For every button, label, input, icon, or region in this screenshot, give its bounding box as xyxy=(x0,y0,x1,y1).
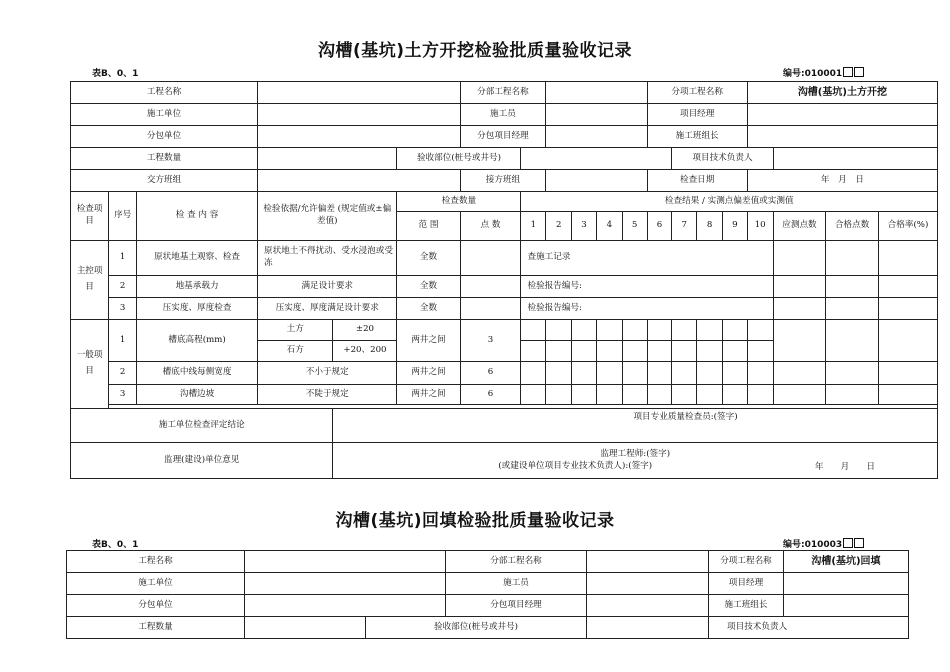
subcontract-manager-label: 分包项目经理 xyxy=(446,595,587,617)
construction-unit-value[interactable] xyxy=(258,104,461,126)
subcontract-unit-label: 分包单位 xyxy=(67,595,245,617)
subdiv-project-label: 分部工程名称 xyxy=(446,551,587,573)
form2-table-no: 表B、0、1 xyxy=(92,540,139,550)
form2-table xyxy=(66,550,909,639)
conclusion-field[interactable] xyxy=(333,409,938,443)
subcontract-unit-value[interactable] xyxy=(258,126,461,148)
main-pass[interactable] xyxy=(826,276,879,298)
general-seq: 2 xyxy=(109,362,137,385)
main-seq: 1 xyxy=(109,241,137,276)
general-content: 槽底中线每侧宽度 xyxy=(137,362,258,385)
general-points: 3 xyxy=(460,320,521,362)
general-range: 两井之间 xyxy=(397,385,460,405)
general-subval: ±20 xyxy=(333,320,397,341)
main-result[interactable]: 检验报告编号: xyxy=(521,298,773,320)
acceptance-location-value[interactable] xyxy=(521,148,672,170)
subitem-project-label: 分项工程名称 xyxy=(647,82,747,104)
general-content: 槽底高程(mm) xyxy=(137,320,258,362)
col-num-10: 10 xyxy=(747,212,773,241)
constructor-value[interactable] xyxy=(546,104,647,126)
col-num-9: 9 xyxy=(722,212,747,241)
supervision-label: 监理(建设)单位意见 xyxy=(71,443,333,479)
main-basis: 原状地土不得扰动、受水浸泡或受冻 xyxy=(258,241,397,276)
main-should[interactable] xyxy=(773,241,826,276)
main-range: 全数 xyxy=(397,298,460,320)
general-subval: +20、200 xyxy=(333,341,397,362)
inspection-date-label: 检查日期 xyxy=(647,170,747,192)
main-points[interactable] xyxy=(460,298,521,320)
general-items-label: 一般项目 xyxy=(71,320,109,409)
conclusion-label: 施工单位检查评定结论 xyxy=(71,409,333,443)
main-pass[interactable] xyxy=(826,241,879,276)
project-name-label: 工程名称 xyxy=(67,551,245,573)
form1-table xyxy=(70,81,938,479)
col-num-1: 1 xyxy=(521,212,546,241)
general-seq: 3 xyxy=(109,385,137,405)
project-name-value[interactable] xyxy=(245,551,446,573)
main-basis: 压实度、厚度满足设计要求 xyxy=(258,298,397,320)
col-seq: 序号 xyxy=(109,192,137,241)
project-name-value[interactable] xyxy=(258,82,461,104)
subcontract-unit-label: 分包单位 xyxy=(71,126,258,148)
subitem-project-label: 分项工程名称 xyxy=(709,551,784,573)
col-num-6: 6 xyxy=(647,212,672,241)
col-basis: 检验依据/允许偏差 (规定值或±偏差值) xyxy=(258,192,397,241)
subdiv-project-value[interactable] xyxy=(587,551,709,573)
main-range: 全数 xyxy=(397,241,460,276)
main-should[interactable] xyxy=(773,298,826,320)
subitem-project-value: 沟槽(基坑)回填 xyxy=(784,551,909,573)
acceptance-location-label: 验收部位(桩号或井号) xyxy=(366,617,587,639)
col-range: 范 围 xyxy=(397,212,460,241)
col-num-8: 8 xyxy=(697,212,723,241)
tech-leader-label: 项目技术负责人 xyxy=(709,617,909,639)
main-seq: 3 xyxy=(109,298,137,320)
acceptance-location-value[interactable] xyxy=(587,617,709,639)
col-num-7: 7 xyxy=(672,212,697,241)
table-row xyxy=(71,320,938,341)
project-manager-value[interactable] xyxy=(747,104,937,126)
conclusion-sign: 项目专业质量检查员:(签字) xyxy=(633,412,738,422)
general-range: 两井之间 xyxy=(397,320,460,362)
table-row xyxy=(71,385,938,405)
main-content: 原状地基土观察、检查 xyxy=(137,241,258,276)
main-result[interactable]: 查施工记录 xyxy=(521,241,773,276)
construction-unit-value[interactable] xyxy=(245,573,446,595)
constructor-label: 施工员 xyxy=(460,104,546,126)
main-basis: 满足设计要求 xyxy=(258,276,397,298)
subitem-project-value: 沟槽(基坑)土方开挖 xyxy=(747,82,937,104)
quantity-label: 工程数量 xyxy=(67,617,245,639)
acceptance-location-label: 验收部位(桩号或井号) xyxy=(397,148,521,170)
team-leader-value[interactable] xyxy=(747,126,937,148)
project-manager-value[interactable] xyxy=(784,573,909,595)
general-subtype: 土方 xyxy=(258,320,333,341)
team-leader-value[interactable] xyxy=(784,595,909,617)
subcontract-manager-value[interactable] xyxy=(587,595,709,617)
construction-unit-label: 施工单位 xyxy=(71,104,258,126)
main-result[interactable]: 检验报告编号: xyxy=(521,276,773,298)
subdiv-project-label: 分部工程名称 xyxy=(460,82,546,104)
col-result: 检查结果 / 实测点偏差值或实测值 xyxy=(521,192,938,212)
general-points: 6 xyxy=(460,385,521,405)
team-leader-label: 施工班组长 xyxy=(709,595,784,617)
subdiv-project-value[interactable] xyxy=(546,82,647,104)
col-points: 点 数 xyxy=(460,212,521,241)
main-content: 压实度、厚度检查 xyxy=(137,298,258,320)
project-manager-label: 项目经理 xyxy=(709,573,784,595)
general-basis: 不陡于规定 xyxy=(258,385,397,405)
form1-title: 沟槽(基坑)土方开挖检验批质量验收记录 xyxy=(317,41,633,61)
quantity-value[interactable] xyxy=(258,148,397,170)
subcontract-unit-value[interactable] xyxy=(245,595,446,617)
col-num-3: 3 xyxy=(572,212,597,241)
tech-leader-value[interactable] xyxy=(773,148,937,170)
subcontract-manager-value[interactable] xyxy=(546,126,647,148)
general-basis: 不小于规定 xyxy=(258,362,397,385)
general-content: 沟槽边坡 xyxy=(137,385,258,405)
supervision-date: 年 月 日 xyxy=(814,462,875,473)
col-num-4: 4 xyxy=(596,212,622,241)
project-name-label: 工程名称 xyxy=(71,82,258,104)
general-range: 两井之间 xyxy=(397,362,460,385)
main-pass[interactable] xyxy=(826,298,879,320)
supervision-owner: (或建设单位项目专业技术负责人):(签字) xyxy=(498,460,653,471)
form2-title: 沟槽(基坑)回填检验批质量验收记录 xyxy=(335,511,615,531)
handover-team-value[interactable] xyxy=(258,170,461,192)
general-subtype: 石方 xyxy=(258,341,333,362)
col-content: 检 查 内 容 xyxy=(137,192,258,241)
handover-team-label: 交方班组 xyxy=(71,170,258,192)
form1-table-no: 表B、0、1 xyxy=(92,69,139,79)
form2-code: 编号:010003 xyxy=(783,537,864,550)
takeover-team-value[interactable] xyxy=(546,170,647,192)
team-leader-label: 施工班组长 xyxy=(647,126,747,148)
form1-code: 编号:010001 xyxy=(783,66,864,79)
main-range: 全数 xyxy=(397,276,460,298)
main-items-label: 主控项目 xyxy=(71,241,109,320)
main-points[interactable] xyxy=(460,276,521,298)
col-check-item: 检查项目 xyxy=(71,192,109,241)
main-content: 地基承载力 xyxy=(137,276,258,298)
inspection-date-value[interactable]: 年 月 日 xyxy=(747,170,937,192)
main-rate[interactable] xyxy=(878,298,937,320)
main-seq: 2 xyxy=(109,276,137,298)
col-num-5: 5 xyxy=(622,212,647,241)
quantity-value[interactable] xyxy=(245,617,366,639)
general-seq: 1 xyxy=(109,320,137,362)
project-manager-label: 项目经理 xyxy=(647,104,747,126)
supervision-engineer: 监理工程师:(签字) xyxy=(600,448,671,459)
main-points[interactable] xyxy=(460,241,521,276)
quantity-label: 工程数量 xyxy=(71,148,258,170)
table-row xyxy=(71,276,938,298)
col-qty: 检查数量 xyxy=(397,192,521,212)
subcontract-manager-label: 分包项目经理 xyxy=(460,126,546,148)
col-pass-rate: 合格率(%) xyxy=(878,212,937,241)
table-row xyxy=(71,362,938,385)
col-should-points: 应测点数 xyxy=(773,212,826,241)
table-row xyxy=(71,241,938,276)
supervision-field[interactable] xyxy=(333,443,938,479)
general-points: 6 xyxy=(460,362,521,385)
main-rate[interactable] xyxy=(878,276,937,298)
constructor-label: 施工员 xyxy=(446,573,587,595)
main-rate[interactable] xyxy=(878,241,937,276)
constructor-value[interactable] xyxy=(587,573,709,595)
col-num-2: 2 xyxy=(546,212,572,241)
tech-leader-label: 项目技术负责人 xyxy=(672,148,773,170)
main-should[interactable] xyxy=(773,276,826,298)
col-pass-points: 合格点数 xyxy=(826,212,879,241)
table-row xyxy=(71,298,938,320)
takeover-team-label: 接方班组 xyxy=(460,170,546,192)
construction-unit-label: 施工单位 xyxy=(67,573,245,595)
